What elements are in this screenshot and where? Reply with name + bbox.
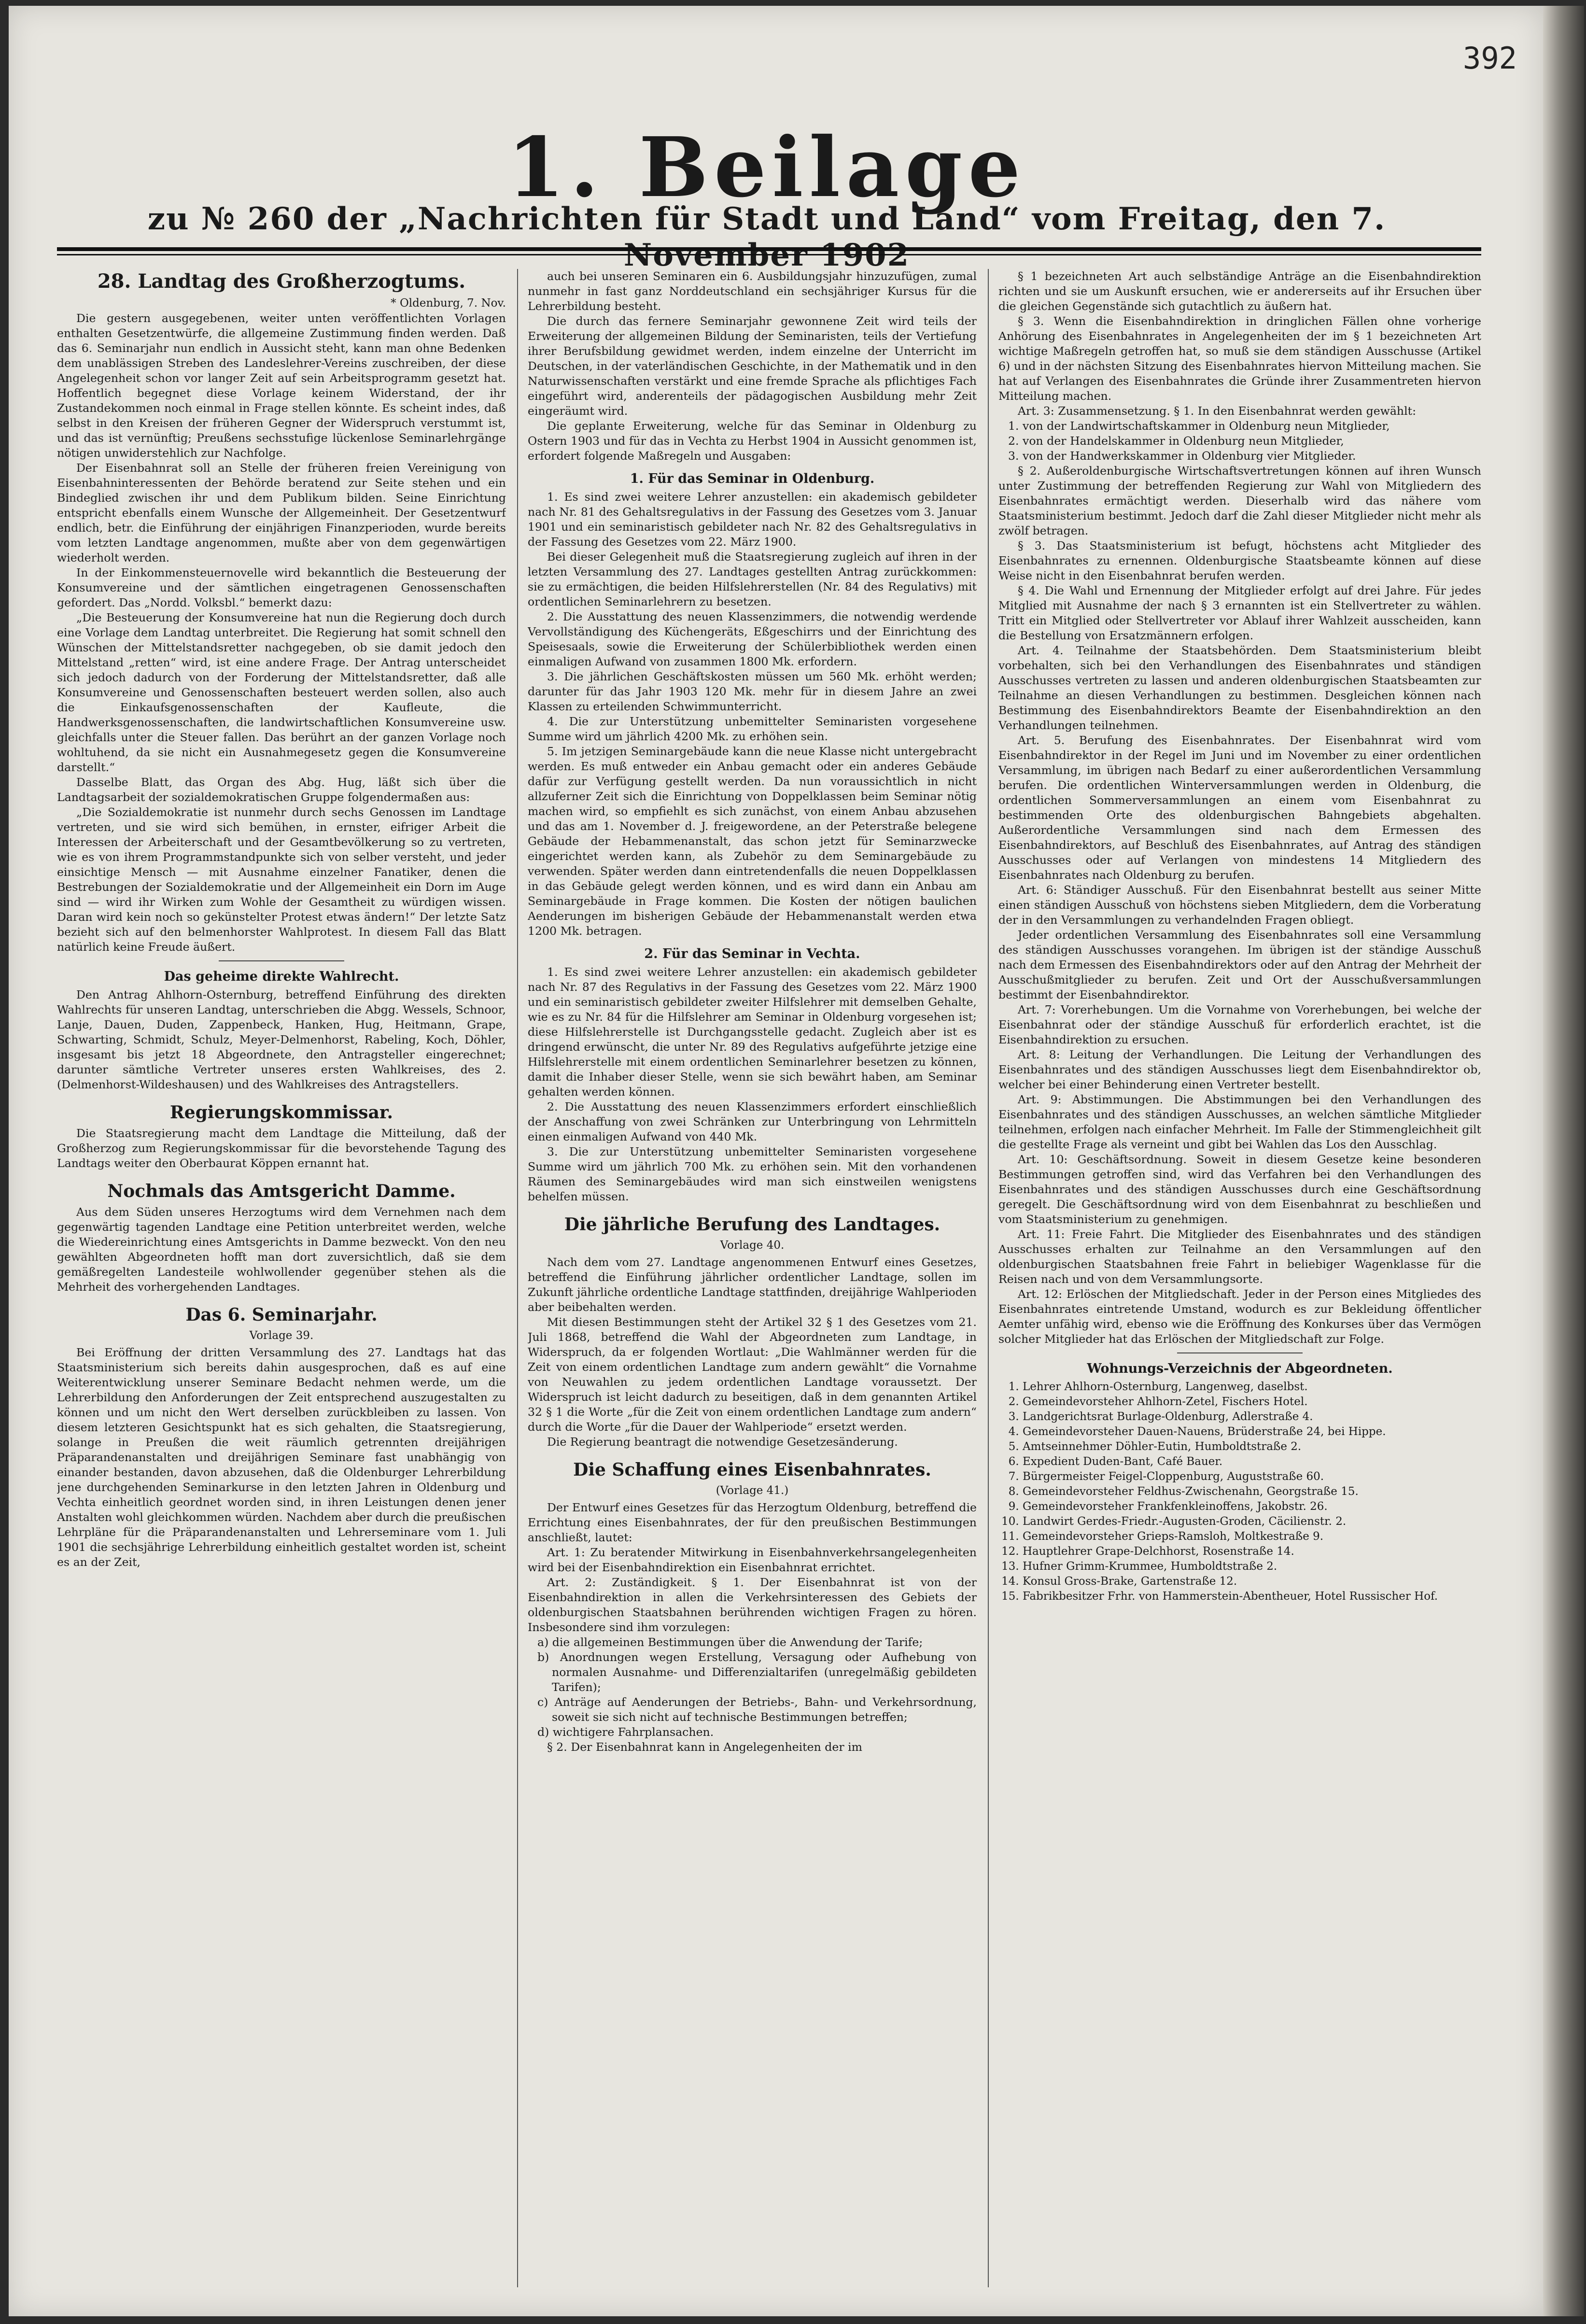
page-number: 392 xyxy=(1463,41,1517,76)
directory-entry: 2. Gemeindevorsteher Ahlhorn-Zetel, Fischers Hotel. xyxy=(1023,1394,1481,1409)
paragraph: Die geplante Erweiterung, welche für das Seminar in Oldenburg zu Ostern 1903 und für das in Vechta zu Herbst 1904 in Aussicht genommen ist, erfordert folgende Maßregeln und Ausgaben: xyxy=(528,419,977,463)
bill-number: Vorlage 39. xyxy=(249,1329,314,1342)
column-divider xyxy=(517,269,518,2287)
paragraph: Dasselbe Blatt, das Organ des Abg. Hug, läßt sich über die Landtagsarbeit der sozialdemokratischen Gruppe folgendermaßen aus: xyxy=(57,775,506,804)
paragraph: Der Eisenbahnrat soll an Stelle der früheren freien Vereinigung von Eisenbahninteressenten der Behörde beratend zur Seite stehen und ein Bindeglied zwischen ihr und dem Publikum bilden. Seine Einrichtung entspricht ebenfalls einem Wunsche der Allgemeinheit. Der Gesetzentwurf endlich, betr. die Einführung der einjährigen Finanzperioden, wurde bereits vom letzten Landtage angenommen, mußte aber von dem gegenwärtigen wiederholt werden. xyxy=(57,461,506,564)
article-heading: 28. Landtag des Großherzogtums. xyxy=(97,270,466,293)
paragraph: 5. Im jetzigen Seminargebäude kann die neue Klasse nicht untergebracht werden. Es muß entweder ein Anbau gemacht oder ein anderes Gebäude dafür zur Verfügung gestellt werden. Da nun voraussichtlich in nicht allzuferner Zeit sich die Einrichtung von Doppelklassen beim Seminar nötig machen wird, so empfiehlt es sich zunächst, von einem Anbau abzusehen und das am 1. November d. J. freigewordene, an der Peterstraße belegene Gebäude der Hebammenanstalt, das schon jetzt für Seminarzwecke eingerichtet werden kann, als Zubehör zu dem Seminargebäude zu verwenden. Später werden dann eintretendenfalls die neuen Doppelklassen in das Gebäude gelegt werden können, und es wird dann ein Anbau am Seminargebäude in Frage kommen. Die Kosten der nötigen baulichen Aenderungen im bisherigen Gebäude der Hebammenanstalt werden etwa 1200 Mk. betragen. xyxy=(528,745,977,938)
section-heading: Regierungskommissar. xyxy=(169,1102,393,1123)
paragraph: In der Einkommensteuernovelle wird bekanntlich die Besteuerung der Konsumvereine und der sämtlichen eingetragenen Genossenschaften gefordert. Das „Nordd. Volksbl.“ bemerkt dazu: xyxy=(57,566,506,609)
member-list xyxy=(998,419,1481,464)
directory-entry: 10. Landwirt Gerdes-Friedr.-Augusten-Groden, Cäcilienstr. 2. xyxy=(1023,1514,1481,1529)
dateline: * Oldenburg, 7. Nov. xyxy=(391,297,506,310)
quotation: „Die Sozialdemokratie ist nunmehr durch sechs Genossen im Landtage vertreten, und sie wird sich bemühen, in ernster, eifriger Arbeit die Interessen der Arbeiterschaft und der Gesamtbevölkerung so zu vertreten, wie es von ihrem Programmstandpunkte sich von selber versteht, und jeder einsichtige Mensch — mit Ausnahme einzelner Fanatiker, denen die Bestrebungen der Sozialdemokratie und der Allgemeinheit ein Dorn im Auge sind — wird ihr Wirken zum Wohle der Gesamtheit zu würdigen wissen. Daran wird kein noch so gekünstelter Protest etwas ändern!“ Der letzte Satz bezieht sich auf den belmenhorster Wahlprotest. In diesem Fall das Blatt natürlich keine Freude äußert. xyxy=(57,805,506,954)
section-rule xyxy=(1177,1352,1303,1353)
section-heading: Das geheime direkte Wahlrecht. xyxy=(164,969,399,984)
address-directory xyxy=(998,1380,1481,1604)
paragraph: § 3. Wenn die Eisenbahndirektion in dringlichen Fällen ohne vorherige Anhörung des Eisenbahnrates in Angelegenheiten der im § 1 bezeichneten Art wichtige Maßregeln getroffen hat, so muß sie dem ständigen Ausschusse (Artikel 6) und in der nächsten Sitzung des Eisenbahnrates hiervon Mitteilung machen. Sie hat auf Verlangen des Eisenbahnrates die Gründe ihrer Zusammentreten hiervon Mitteilung machen. xyxy=(998,314,1481,403)
list-item: a) die allgemeinen Bestimmungen über die Anwendung der Tarife; xyxy=(537,1635,923,1649)
paragraph: 1. Es sind zwei weitere Lehrer anzustellen: ein akademisch gebildeter nach Nr. 87 des Regulativs in der Fassung des Gesetzes vom 22. März 1900 und ein seminaristisch gebildeter zweiter Hilfslehrer mit demselben Gehalte, wie es zu Nr. 84 für die Hilfslehrer am Seminar in Oldenburg vorgesehen ist; diese Hilfslehrerstelle ist Durchgangsstelle gedacht. Zugleich aber ist es dringend erwünscht, die unter Nr. 89 des Regulativs aufgeführte jetzige eine Hilfslehrerstelle mit einem ordentlichen Seminarlehrer besetzen zu können, damit die Inhaber dieser Stelle, wenn sie sich bewährt haben, am Seminar gehalten werden können. xyxy=(528,965,977,1099)
directory-heading: Wohnungs-Verzeichnis der Abgeordneten. xyxy=(1087,1361,1393,1376)
section-heading: Nochmals das Amtsgericht Damme. xyxy=(107,1181,456,1201)
directory-entry: 7. Bürgermeister Feigel-Cloppenburg, Auguststraße 60. xyxy=(1023,1469,1481,1484)
paragraph: Die gestern ausgegebenen, weiter unten veröffentlichten Vorlagen enthalten Gesetzentwürfe, die allgemeine Zustimmung finden werden. Daß das 6. Seminarjahr nun endlich in Aussicht steht, kann man ohne Bedenken dem unablässigen Streben des Landeslehrer-Vereins zuschreiben, der diese Angelegenheit schon vor langer Zeit auf sein Arbeitsprogramm gesetzt hat. Hoffentlich begegnet diese Vorlage keinem Widerstand, der ihr Zustandekommen noch einmal in Frage stellen könnte. Es scheint indes, daß selbst in den Kreisen der früheren Gegner der Widerspruch verstummt ist, und das ist vernünftig; Preußens sechsstufige lückenlose Seminarlehrgänge nötigen unwiderstehlich zur Nachfolge. xyxy=(57,311,506,460)
column-2 xyxy=(528,269,977,2287)
paragraph: Mit diesen Bestimmungen steht der Artikel 32 § 1 des Gesetzes vom 21. Juli 1868, betreffend die Wahl der Abgeordneten zum Landtage, in Widerspruch, da er folgenden Wortlaut: „Die Wahlmänner werden für die Zeit von einem ordentlichen Landtage zum andern gewählt“ die Vornahme von Neuwahlen zu jedem ordentlichen Landtage voraussetzt. Der Widerspruch ist leicht dadurch zu beseitigen, daß in dem genannten Artikel 32 § 1 die Worte „für die Zeit von einem ordentlichen Landtage zum andern“ durch die Worte „für die Dauer der Wahlperiode“ ersetzt werden. xyxy=(528,1315,977,1434)
paragraph: § 2. Außeroldenburgische Wirtschaftsvertretungen können auf ihren Wunsch unter Zustimmung der betreffenden Regierung zur Wahl von Mitgliedern des Eisenbahnrates ermächtigt werden. Dieserhalb wird das nähere vom Staatsministerium bestimmt. Jedoch darf die Zahl dieser Mitglieder nicht mehr als zwölf betragen. xyxy=(998,464,1481,537)
paragraph: Art. 7: Vorerhebungen. Um die Vornahme von Vorerhebungen, bei welche der Eisenbahnrat oder der ständige Ausschuß für erforderlich erachtet, ist die Eisenbahndirektion zu ersuchen. xyxy=(998,1003,1481,1046)
paragraph: Art. 9: Abstimmungen. Die Abstimmungen bei den Verhandlungen des Eisenbahnrates und des ständigen Ausschusses, an welchen sämtliche Mitglieder teilnehmen, erfolgen nach einfacher Mehrheit. Im Falle der Stimmengleichheit gilt die gestellte Frage als verneint und gibt bei Wahlen das Los den Ausschlag. xyxy=(998,1093,1481,1151)
quotation: „Die Besteuerung der Konsumvereine hat nun die Regierung doch durch eine Vorlage dem Landtag unterbreitet. Die Regierung hat somit schnell den Wünschen der Mittelstandsretter nachgegeben, ob sie damit jedoch den Mittelstand „retten“ wird, ist eine andere Frage. Der Antrag unterscheidet sich jedoch dadurch von der Forderung der Mittelstandsretter, daß alle Konsumvereine und Genossenschaften besteuert werden sollen, also auch die Einkaufsgenossenschaften der Kaufleute, die Handwerksgenossenschaften, die landwirtschaftlichen Konsumvereine usw. gleichfalls unter die Steuer fallen. Das berührt an der ganzen Vorlage noch wohltuhend, da sie nicht ein Ausnahmegesetz gegen die Konsumvereine darstellt.“ xyxy=(57,611,506,774)
section-heading: Die jährliche Berufung des Landtages. xyxy=(564,1214,940,1235)
paragraph: § 2. Der Eisenbahnrat kann in Angelegenheiten der im xyxy=(547,1740,863,1754)
paragraph: Nach dem vom 27. Landtage angenommenen Entwurf eines Gesetzes, betreffend die Einführung jährlicher ordentlicher Landtage, sollen im Zukunft jährliche ordentliche Landtage stattfinden, dreijährige Wahlperioden aber beibehalten werden. xyxy=(528,1255,977,1314)
list-item: 1. von der Landwirtschaftskammer in Oldenburg neun Mitglieder, xyxy=(1008,419,1390,433)
issue-line: zu № 260 der „Nachrichten für Stadt und Land“ vom Freitag, den 7. November 1902 xyxy=(147,201,1386,273)
paragraph: Jeder ordentlichen Versammlung des Eisenbahnrates soll eine Versammlung des ständigen Ausschusses vorangehen. Im übrigen ist der ständige Ausschuß nach dem Ermessen des Eisenbahndirektors oder auf den Antrag der Mehrheit der Ausschußmitglieder zu berufen. Zeit und Ort der Ausschußversammlungen bestimmt der Eisenbahndirektor. xyxy=(998,928,1481,1001)
paragraph: Art. 10: Geschäftsordnung. Soweit in diesem Gesetze keine besonderen Bestimmungen getroffen sind, wird das Verfahren bei den Verhandlungen des Eisenbahnrates und des ständigen Ausschusses durch eine Geschäftsordnung geregelt. Die Geschäftsordnung wird von dem Eisenbahnrat zu beschließen und vom Staatsministerium zu genehmigen. xyxy=(998,1153,1481,1226)
paragraph: Die durch das fernere Seminarjahr gewonnene Zeit wird teils der Erweiterung der allgemeinen Bildung der Seminaristen, teils der Vertiefung ihrer Berufsbildung gewidmet werden, indem einzelne der Unterricht im Deutschen, in der vaterländischen Geschichte, in der Mathematik und in den Naturwissenschaften verstärkt und eine fremde Sprache als pflichtiges Fach eingeführt wird, anderenteils der pädagogischen Ausbildung mehr Zeit eingeräumt wird. xyxy=(528,314,977,418)
paragraph: 3. Die jährlichen Geschäftskosten müssen um 560 Mk. erhöht werden; darunter für das Jahr 1903 120 Mk. mehr für in diesem Jahre an zwei Klassen zu erteilenden Schwimmunterricht. xyxy=(528,670,977,713)
subsection-heading: 2. Für das Seminar in Vechta. xyxy=(644,946,860,961)
paragraph: Den Antrag Ahlhorn-Osternburg, betreffend Einführung des direkten Wahlrechts für unseren Landtag, unterschrieben die Abgg. Wessels, Schnoor, Lanje, Dauen, Duden, Zappenbeck, Hanken, Hug, Heitmann, Grape, Schwarting, Schmidt, Schulz, Meyer-Delmenhorst, Rabeling, Koch, Döhler, insgesamt bis jetzt 18 Abgeordnete, den Antragsteller eingerechnet; darunter sämtliche Vertreter unseres ersten Wahlkreises, des 2. (Delmenhorst-Wildeshausen) und des Wahlkreises des Antragstellers. xyxy=(57,988,506,1091)
paragraph: § 1 bezeichneten Art auch selbständige Anträge an die Eisenbahndirektion richten und sie um Auskunft ersuchen, wie er andererseits auf ihr Ersuchen über die gleichen Gegenstände sich gutachtlich zu äußern hat. xyxy=(998,269,1481,313)
paragraph: Aus dem Süden unseres Herzogtums wird dem Vernehmen nach dem gegenwärtig tagenden Landtage eine Petition unterbreitet werden, welche die Wiedereinrichtung eines Amtsgerichts in Damme bezweckt. Von den neu gewählten Abgeordneten hofft man dort zuversichtlich, daß sie dem gemäßregelten Landesteile wohlwollender gegenüber stehen als die Mehrheit des vorhergehenden Landtages. xyxy=(57,1205,506,1294)
paragraph: Bei Eröffnung der dritten Versammlung des 27. Landtags hat das Staatsministerium sich bereits dahin ausgesprochen, daß es auf eine Weiterentwicklung unserer Seminare Bedacht nehmen werde, um die Lehrerbildung den Anforderungen der Zeit entsprechend auszugestalten zu können und um nicht den Wert derselben zurückbleiben zu lassen. Von diesem letzteren Gesichtspunkt hat es sich gehalten, die Staatsregierung, solange in Preußen die weit räumlich getrennten dreijährigen Präparandenanstalten und dreijährigen Seminare fast unabhängig von einander bestanden, davon abzusehen, daß die Oldenburger Lehrerbildung jene durchgehenden Seminarkurse in den letzten Jahren in Oldenburg und Vechta einheitlich geordnet worden sind, in ihren Leistungen denen jener Anstalten wohl gleichkommen würden. Nachdem aber durch die preußischen Lehrpläne für die Präparandenanstalten und Lehrerseminare vom 1. Juli 1901 die sechsjährige Lehrerbildung einheitlich gestaltet worden ist, scheint es an der Zeit, xyxy=(57,1346,506,1569)
paragraph: 2. Die Ausstattung des neuen Klassenzimmers, die notwendig werdende Vervollständigung des Küchengeräts, Eßgeschirrs und der Einrichtung des Speisesaals, sowie die Erweiterung der Schülerbibliothek werden einen einmaligen Aufwand von zusammen 1800 Mk. erfordern. xyxy=(528,610,977,668)
directory-entry: 6. Expedient Duden-Bant, Café Bauer. xyxy=(1023,1454,1481,1469)
supplement-title: 1. Beilage xyxy=(507,119,1026,216)
bill-number: (Vorlage 41.) xyxy=(716,1484,789,1497)
paragraph: auch bei unseren Seminaren ein 6. Ausbildungsjahr hinzuzufügen, zumal nunmehr in fast ganz Norddeutschland ein sechsjähriger Kursus für die Lehrerbildung besteht. xyxy=(528,269,977,313)
section-rule xyxy=(219,960,344,961)
paragraph: Bei dieser Gelegenheit muß die Staatsregierung zugleich auf ihren in der letzten Versammlung des 27. Landtages gestellten Antrag zurückkommen: sie zu ermächtigen, die beiden Hilfslehrerstellen (Nr. 84 des Regulativs) mit ordentlichen Seminarlehrern zu besetzen. xyxy=(528,550,977,608)
directory-entry: 11. Gemeindevorsteher Grieps-Ramsloh, Moltkestraße 9. xyxy=(1023,1529,1481,1544)
newspaper-page xyxy=(9,6,1543,2316)
section-heading: Das 6. Seminarjahr. xyxy=(185,1305,378,1325)
paragraph: 3. Die zur Unterstützung unbemittelter Seminaristen vorgesehene Summe wird um jährlich 700 Mk. zu erhöhen sein. Mit den vorhandenen Räumen des Seminargebäudes wird man sich einstweilen wenigstens behelfen müssen. xyxy=(528,1145,977,1203)
directory-entry: 3. Landgerichtsrat Burlage-Oldenburg, Adlerstraße 4. xyxy=(1023,1409,1481,1424)
directory-entry: 9. Gemeindevorsteher Frankfenkleinoffens, Jakobstr. 26. xyxy=(1023,1499,1481,1514)
paragraph: Art. 12: Erlöschen der Mitgliedschaft. Jeder in der Person eines Mitgliedes des Eisenbahnrates eintretende Umstand, wodurch es zur Bekleidung öffentlicher Aemter unfähig wird, ebenso wie die Eröffnung des Konkurses über das Vermögen solcher Mitglieder hat das Erlöschen der Mitgliedschaft zur Folge. xyxy=(998,1287,1481,1346)
column-divider xyxy=(988,269,989,2287)
paragraph: 2. Die Ausstattung des neuen Klassenzimmers erfordert einschließlich der Anschaffung von zwei Schränken zur Unterbringung von Lehrmitteln einen einmaligen Aufwand von 440 Mk. xyxy=(528,1100,977,1143)
paragraph: § 3. Das Staatsministerium ist befugt, höchstens acht Mitglieder des Eisenbahnrates zu ernennen. Oldenburgische Staatsbeamte können auf diese Weise nicht in den Eisenbahnrat berufen werden. xyxy=(998,539,1481,582)
paragraph: 1. Es sind zwei weitere Lehrer anzustellen: ein akademisch gebildeter nach Nr. 81 des Gehaltsregulativs in der Fassung des Gesetzes vom 3. Januar 1901 und ein seminaristisch gebildeter nach Nr. 82 des Gehaltsregulativs in der Fassung des Gesetzes vom 22. März 1900. xyxy=(528,490,977,549)
item-list xyxy=(528,1635,977,1740)
paragraph: § 4. Die Wahl und Ernennung der Mitglieder erfolgt auf drei Jahre. Für jedes Mitglied mit Ausnahme der nach § 3 ernannten ist ein Stellvertreter zu wählen. Tritt ein Mitglied oder Stellvertreter vor Ablauf ihrer Wahlzeit ausscheiden, kann die Bestellung von Ersatzmännern erfolgen. xyxy=(998,584,1481,642)
paragraph: Art. 8: Leitung der Verhandlungen. Die Leitung der Verhandlungen des Eisenbahnrates und des ständigen Ausschusses liegt dem Eisenbahndirektor ob, welcher bei einer Behinderung einen Vertreter bestellt. xyxy=(998,1048,1481,1091)
paragraph: Art. 6: Ständiger Ausschuß. Für den Eisenbahnrat bestellt aus seiner Mitte einen ständigen Ausschuß von höchstens sieben Mitgliedern, dem die Vorberatung der in den Versammlungen zu verhandelnden Fragen obliegt. xyxy=(998,883,1481,927)
paragraph: Art. 4. Teilnahme der Staatsbehörden. Dem Staatsministerium bleibt vorbehalten, sich bei den Verhandlungen des Eisenbahnrates und ständigen Ausschusses vertreten zu lassen und anderen oldenburgischen Staatsbeamten zur Teilnahme an diesen Verhandlungen zu bestimmen. Desgleichen können nach Bestimmung des Eisenbahndirektors Beamte der Eisenbahndirektion an den Verhandlungen teilnehmen. xyxy=(998,644,1481,732)
subsection-heading: 1. Für das Seminar in Oldenburg. xyxy=(630,471,875,486)
paragraph: Art. 2: Zuständigkeit. § 1. Der Eisenbahnrat ist von der Eisenbahndirektion in allen die Verkehrsinteressen des Gebiets der oldenburgischen Staatsbahnen berührenden wichtigen Fragen zu hören. Insbesondere sind ihm vorzulegen: xyxy=(528,1576,977,1634)
directory-entry: 12. Hauptlehrer Grape-Delchhorst, Rosenstraße 14. xyxy=(1023,1544,1481,1559)
masthead-rule xyxy=(57,247,1481,255)
column-1 xyxy=(57,269,506,2287)
list-item: c) Anträge auf Aenderungen der Betriebs-, Bahn- und Verkehrsordnung, soweit sie sich nicht auf technische Bestimmungen betreffen; xyxy=(537,1695,977,1724)
paragraph: Art. 5. Berufung des Eisenbahnrates. Der Eisenbahnrat wird vom Eisenbahndirektor in der Regel im Juni und im November zu einer ordentlichen Versammlung, im übrigen nach Bedarf zu einer außerordentlichen Versammlung berufen. Die ordentlichen Winterversammlungen werden in Oldenburg, die ordentlichen Sommerversammlungen an einem vom Eisenbahnrat zu bestimmenden Orte des oldenburgischen Bahngebiets abgehalten. Außerordentliche Versammlungen sind nach dem Ermessen des Eisenbahndirektors, auf Beschluß des Eisenbahnrates, auf Antrag des ständigen Ausschusses oder auf Verlangen von mindestens 14 Mitgliedern des Eisenbahnrates nach Oldenburg zu berufen. xyxy=(998,733,1481,882)
list-item: 2. von der Handelskammer in Oldenburg neun Mitglieder, xyxy=(1008,434,1344,448)
paragraph: Art. 1: Zu beratender Mitwirkung in Eisenbahnverkehrsangelegenheiten wird bei der Eisenbahndirektion ein Eisenbahnrat errichtet. xyxy=(528,1546,977,1574)
directory-entry: 13. Hufner Grimm-Krummee, Humboldtstraße 2. xyxy=(1023,1559,1481,1574)
list-item: 3. von der Handwerkskammer in Oldenburg vier Mitglieder. xyxy=(1008,449,1356,463)
directory-entry: 1. Lehrer Ahlhorn-Osternburg, Langenweg, daselbst. xyxy=(1023,1380,1481,1394)
list-item: d) wichtigere Fahrplansachen. xyxy=(537,1725,714,1739)
bill-number: Vorlage 40. xyxy=(720,1239,785,1252)
book-edge xyxy=(1543,6,1584,2316)
directory-entry: 4. Gemeindevorsteher Dauen-Nauens, Brüderstraße 24, bei Hippe. xyxy=(1023,1424,1481,1439)
paragraph: Art. 3: Zusammensetzung. § 1. In den Eisenbahnrat werden gewählt: xyxy=(1018,404,1417,418)
column-3 xyxy=(998,269,1481,2287)
paragraph: 4. Die zur Unterstützung unbemittelter Seminaristen vorgesehene Summe wird um jährlich 4200 Mk. zu erhöhen sein. xyxy=(528,715,977,743)
paragraph: Die Regierung beantragt die notwendige Gesetzesänderung. xyxy=(547,1435,898,1449)
directory-entry: 5. Amtseinnehmer Döhler-Eutin, Humboldtstraße 2. xyxy=(1023,1439,1481,1454)
section-heading: Die Schaffung eines Eisenbahnrates. xyxy=(573,1460,931,1480)
paragraph: Der Entwurf eines Gesetzes für das Herzogtum Oldenburg, betreffend die Errichtung eines Eisenbahnrates, der für den preußischen Bestimmungen anschließt, lautet: xyxy=(528,1501,977,1544)
paragraph: Art. 11: Freie Fahrt. Die Mitglieder des Eisenbahnrates und des ständigen Ausschusses erhalten zur Teilnahme an den Versammlungen auf den oldenburgischen Staatsbahnen freie Fahrt in beliebiger Wagenklasse für die Reisen nach und von dem Versammlungsorte. xyxy=(998,1227,1481,1286)
list-item: b) Anordnungen wegen Erstellung, Versagung oder Aufhebung von normalen Ausnahme- und Differenzialtarifen (unregelmäßig gebildeten Tarifen); xyxy=(537,1650,977,1694)
masthead xyxy=(57,119,1476,216)
directory-entry: 15. Fabrikbesitzer Frhr. von Hammerstein-Abentheuer, Hotel Russischer Hof. xyxy=(1023,1589,1481,1604)
directory-entry: 8. Gemeindevorsteher Feldhus-Zwischenahn, Georgstraße 15. xyxy=(1023,1484,1481,1499)
directory-entry: 14. Konsul Gross-Brake, Gartenstraße 12. xyxy=(1023,1574,1481,1589)
paragraph: Die Staatsregierung macht dem Landtage die Mitteilung, daß der Großherzog zum Regierungskommissar für die bevorstehende Tagung des Landtags weiter den Oberbaurat Köppen ernannt hat. xyxy=(57,1127,506,1170)
